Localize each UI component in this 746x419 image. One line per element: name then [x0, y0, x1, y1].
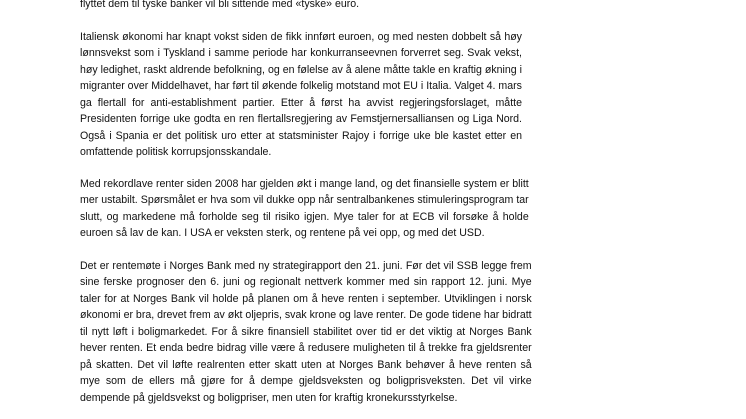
text-line: Med rekordlave renter siden 2008 har gjelden økt i mange land, og det finansielle system er blitt — [80, 178, 529, 190]
text-line: Italiensk økonomi har knapt vokst siden de fikk innført euroen, og med nesten dobbelt så høy — [80, 31, 522, 43]
text-line: hever renten. Et enda bedre bidrag ville være å redusere muligheten til å trekke fra gjeldsrenter — [80, 342, 532, 355]
text-line: slutt, og markedene må forholde seg til risiko igjen. Mye taler for at ECB vil forsøke å holde — [80, 210, 529, 223]
text-line: Det er rentemøte i Norges Bank med ny strategirapport den 21. juni. Før det vil SSB legge frem — [80, 260, 532, 272]
text-line: taler for at Norges Bank vil holde på planen om å heve renten i september. Utviklingen i norsk — [80, 292, 532, 305]
text-line: mer ustabilt. Spørsmålet er hva som vil dukke opp når sentralbankenes stimuleringsprogram tar — [80, 194, 529, 207]
text-line: migranter over Middelhavet, har ført til økende folkelig motstand mot EU i Italia. Valget 4. mars — [80, 80, 522, 93]
text-line: økonomi er bra, drevet frem av økt oljepris, svak krone og lave renter. De gode tidene har bidratt — [80, 309, 532, 322]
text-line: mye som de ellers må gjøre for å dempe gjeldsveksten og boligprisveksten. Det vil virke — [80, 375, 532, 388]
text-line: lønnsvekst som i Tyskland i samme periode har konkurranseevnen forverret seg. Svak vekst, — [80, 47, 522, 60]
paragraph-norges-bank — [80, 258, 532, 406]
text-line: ga flertall for anti-establishment partier. Etter å først ha avvist regjeringsforslaget, måtte — [80, 96, 522, 109]
text-line: til nytt løft i boligmarkedet. For å sikre finansiell stabilitet over tid er det viktig at Norges Bank — [80, 325, 532, 338]
text-line: høy ledighet, raskt aldrende befolkning, og en følelse av å alene måtte takle en kraftig økning i — [80, 63, 522, 76]
text-line: Også i Spania er det politisk uro etter at statsminister Rajoy i forrige uke ble kastet etter en — [80, 129, 522, 142]
text-line: på skatten. Det vil løfte realrenten etter skatt uten at Norges Bank behøver å heve renten så — [80, 358, 532, 371]
text-line: flyttet dem til tyske banker vil bli sittende med «tyske» euro. — [80, 0, 360, 10]
paragraph-italy-economy — [80, 29, 522, 161]
text-line: Presidenten forrige uke godta en ren flertallsregjering av Femstjernersalliansen og Liga Nord. — [80, 113, 522, 126]
text-line: omfattende politisk korrupsjonsskandale. — [80, 146, 272, 159]
paragraph-record-low-rates — [80, 176, 529, 242]
text-line: dempende på gjeldsvekst og boligpriser, men uten for kraftig kronekursstyrkelse. — [80, 391, 458, 404]
text-line: euroen så lav de kan. I USA er veksten sterk, og rentene på vei opp, og med det USD. — [80, 227, 485, 240]
text-line: sine ferske prognoser den 6. juni og regionalt nettverk kommer med sin rapport 12. juni. Mye — [80, 276, 532, 289]
paragraph-euro-banks — [80, 0, 359, 12]
